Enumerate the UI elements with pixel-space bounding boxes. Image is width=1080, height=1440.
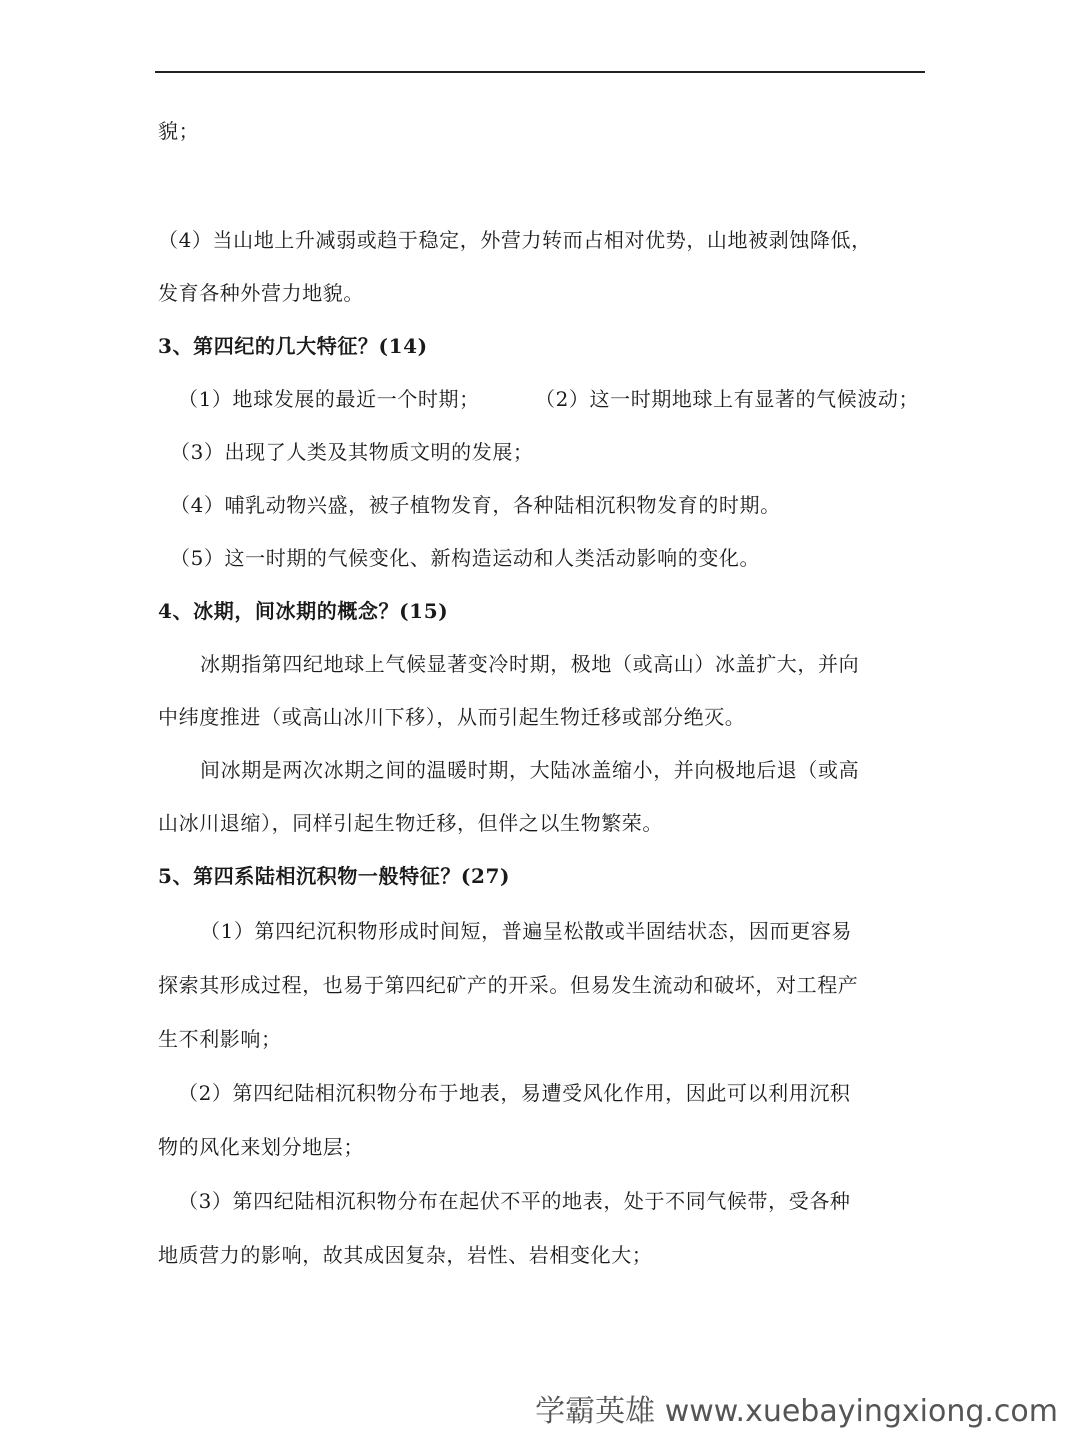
- text-line: 地质营力的影响，故其成因复杂，岩性、岩相变化大；: [158, 1243, 653, 1267]
- text-line: 冰期指第四纪地球上气候显著变冷时期，极地（或高山）冰盖扩大，并向: [200, 652, 860, 676]
- text-line: （5）这一时期的气候变化、新构造运动和人类活动影响的变化。: [170, 546, 761, 570]
- text-line: （2）第四纪陆相沉积物分布于地表，易遭受风化作用，因此可以利用沉积: [178, 1081, 851, 1105]
- text-line: （4）当山地上升减弱或趋于稳定，外营力转而占相对优势，山地被剥蚀降低，: [158, 228, 872, 252]
- text-line: （3）出现了人类及其物质文明的发展；: [170, 440, 534, 464]
- text-line: 山冰川退缩），同样引起生物迁移，但伴之以生物繁荣。: [158, 811, 663, 835]
- text-line: （4）哺乳动物兴盛，被子植物发育，各种陆相沉积物发育的时期。: [170, 493, 781, 517]
- text-line: 生不利影响；: [158, 1027, 282, 1051]
- text-line: （3）第四纪陆相沉积物分布在起伏不平的地表，处于不同气候带，受各种: [178, 1189, 851, 1213]
- text-line: 中纬度推进（或高山冰川下移），从而引起生物迁移或部分绝灭。: [158, 705, 746, 729]
- text-line: （1）地球发展的最近一个时期；: [178, 387, 480, 411]
- watermark: 学霸英雄 www.xuebayingxiong.com: [535, 1394, 1058, 1429]
- header-rule: [155, 71, 925, 73]
- section-heading: 4、冰期，间冰期的概念？(15): [158, 599, 449, 623]
- section-heading: 3、第四纪的几大特征？(14): [158, 334, 428, 358]
- text-line: （2）这一时期地球上有显著的气候波动；: [535, 387, 920, 411]
- text-line: 貌；: [158, 119, 200, 143]
- section-heading: 5、第四系陆相沉积物一般特征？(27): [158, 864, 511, 888]
- text-line: （1）第四纪沉积物形成时间短，普遍呈松散或半固结状态，因而更容易: [200, 919, 852, 943]
- text-line: 物的风化来划分地层；: [158, 1135, 364, 1159]
- text-line: 探索其形成过程，也易于第四纪矿产的开采。但易发生流动和破坏，对工程产: [158, 973, 859, 997]
- text-line: 发育各种外营力地貌。: [158, 281, 364, 305]
- text-line: 间冰期是两次冰期之间的温暖时期，大陆冰盖缩小，并向极地后退（或高: [200, 758, 860, 782]
